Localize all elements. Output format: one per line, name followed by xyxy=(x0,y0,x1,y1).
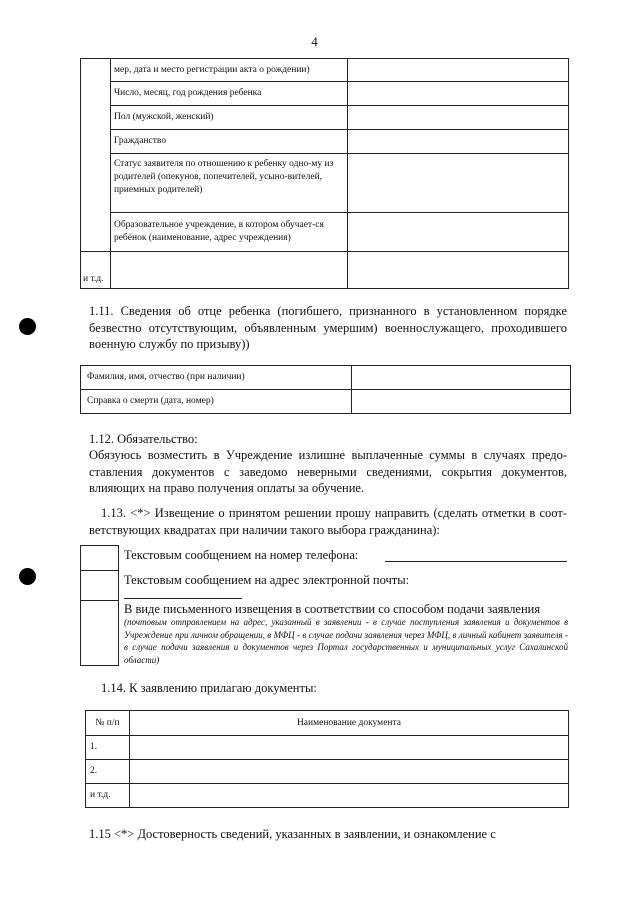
section-1-13-text: 1.13. <*> Извещение о принятом решении прошу направить (сделать отметки в соот-ветствующих квадратах при наличии такого выбора гражданина): xyxy=(89,506,567,537)
etc-label: и т.д. xyxy=(81,252,111,289)
table-row xyxy=(81,59,569,82)
father-info-table xyxy=(80,365,571,414)
table-cell-value[interactable] xyxy=(347,213,568,252)
punch-hole-dot xyxy=(19,318,36,335)
table-cell-label: Образовательное учреждение, в котором обучает-ся ребёнок (наименование, адрес учреждения) xyxy=(110,213,347,252)
table-row xyxy=(81,106,569,130)
documents-table xyxy=(85,710,569,808)
row-num: и т.д. xyxy=(86,784,130,808)
table-cell-label: Число, месяц, год рождения ребенка xyxy=(110,82,347,106)
document-name-cell[interactable] xyxy=(129,784,568,808)
section-1-11-text: 1.11. Сведения об отце ребенка (погибшего, признанного в установленном порядке безвестно отсутствующим, объявленным умершим) военнослужащего, проходившего военную службу по призыву)) xyxy=(89,304,567,351)
email-option-label: Текстовым сообщением на адрес электронной почты: xyxy=(124,573,410,587)
table-cell-value[interactable] xyxy=(347,252,568,289)
written-checkbox[interactable] xyxy=(80,601,117,664)
table-cell-label: Справка о смерти (дата, номер) xyxy=(81,390,352,414)
email-input-line[interactable] xyxy=(124,586,242,599)
punch-hole-dot xyxy=(19,568,36,585)
phone-checkbox[interactable] xyxy=(80,546,117,570)
table-row xyxy=(81,390,571,414)
table-cell-label: Фамилия, имя, отчество (при наличии) xyxy=(81,366,352,390)
email-checkbox[interactable] xyxy=(80,571,117,600)
table-row xyxy=(81,154,569,213)
table-cell-value[interactable] xyxy=(351,390,571,414)
document-name-cell[interactable] xyxy=(129,760,568,784)
table-cell-value[interactable] xyxy=(347,106,568,130)
phone-input-line[interactable] xyxy=(385,547,567,562)
table-cell-value[interactable] xyxy=(347,130,568,154)
table-cell-value[interactable] xyxy=(347,154,568,213)
table-row xyxy=(81,213,569,252)
table-cell-value[interactable] xyxy=(347,82,568,106)
section-1-12-text: Обязуюсь возместить в Учреждение излишне выплаченные суммы в случаях предо-ставления документов с заведомо неверными сведениями, сокрытия документов, влияющих на право получения оплаты за обучение. xyxy=(89,448,567,495)
table-row xyxy=(81,82,569,106)
table-cell-label: Гражданство xyxy=(110,130,347,154)
table-row xyxy=(81,130,569,154)
table-row xyxy=(86,784,569,808)
table-cell-blank xyxy=(81,59,111,252)
written-option-label: В виде письменного извещения в соответствии со способом подачи заявления xyxy=(124,602,541,616)
section-1-14-title: 1.14. К заявлению прилагаю документы: xyxy=(101,681,317,695)
table-cell-value[interactable] xyxy=(110,252,347,289)
child-info-table xyxy=(80,58,569,289)
table-row xyxy=(86,760,569,784)
table-cell-value[interactable] xyxy=(351,366,571,390)
table-row xyxy=(81,252,569,289)
page-number: 4 xyxy=(311,34,318,49)
header-num: № п/п xyxy=(86,711,130,736)
header-name: Наименование документа xyxy=(129,711,568,736)
table-cell-value[interactable] xyxy=(347,59,568,82)
section-1-15-text: 1.15 <*> Достоверность сведений, указанных в заявлении, и ознакомление с xyxy=(89,827,496,841)
row-num: 1. xyxy=(86,736,130,760)
phone-option-label: Текстовым сообщением на номер телефона: xyxy=(124,548,359,562)
table-header-row xyxy=(86,711,569,736)
table-row xyxy=(81,366,571,390)
table-cell-label: мер, дата и место регистрации акта о рождении) xyxy=(110,59,347,82)
table-cell-label: Пол (мужской, женский) xyxy=(110,106,347,130)
written-option-note: (почтовым отправлением на адрес, указанный в заявлении - в случае поступления заявления и документов в Учреждение при личном обращении, в МФЦ - в случае подачи заявления через МФЦ, в личный кабинет заявителя - в случае подачи заявления и документов через Портал государственных и муниципальных услуг Сахалинской области) xyxy=(124,617,568,665)
document-name-cell[interactable] xyxy=(129,736,568,760)
row-num: 2. xyxy=(86,760,130,784)
table-cell-label: Статус заявителя по отношению к ребенку одно-му из родителей (опекунов, попечителей, усыно-вителей, приемных родителей) xyxy=(110,154,347,213)
table-row xyxy=(86,736,569,760)
section-1-12-title: 1.12. Обязательство: xyxy=(89,432,198,446)
